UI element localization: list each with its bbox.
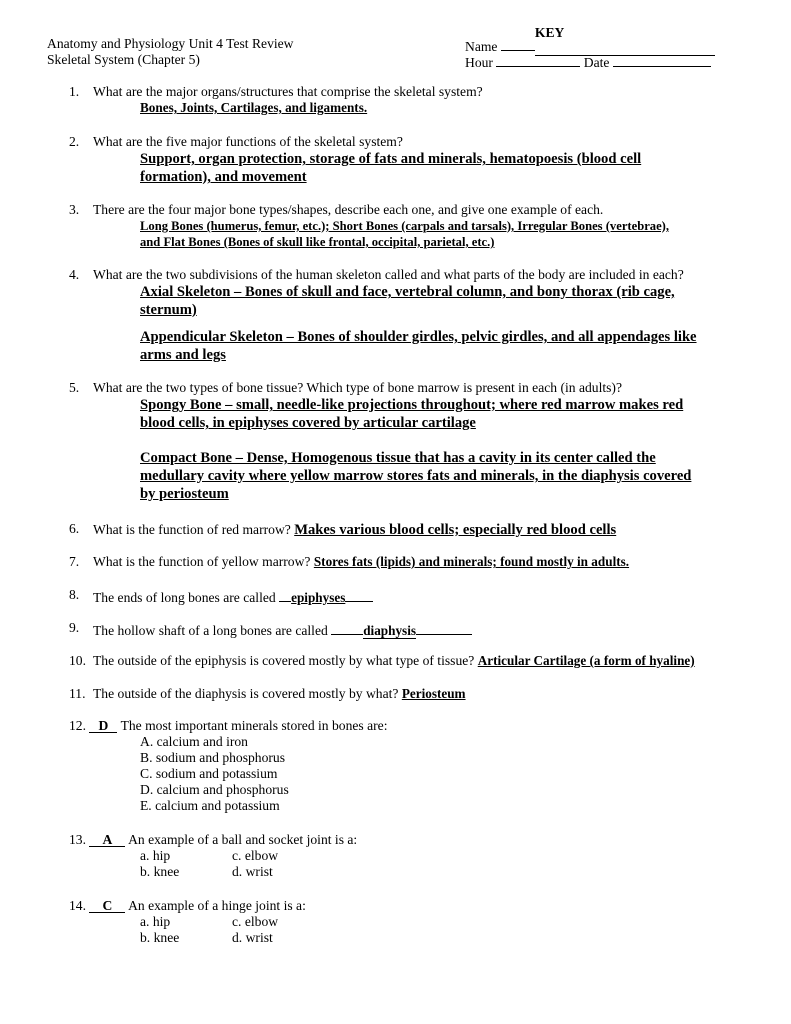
question-1-text: What are the major organs/structures that comprise the skeletal system? [93,84,483,99]
answer-3-line-1: Long Bones (humerus, femur, etc.); Short Bones (carpals and tarsals), Irregular Bones (vertebrae), [140,219,670,233]
answer-7: Stores fats (lipids) and minerals; found mostly in adults. [313,554,630,569]
question-2: 2. [69,134,80,149]
answer-10: Articular Cartilage (a form of hyaline) [477,653,695,668]
question-7-text: What is the function of yellow marrow? [93,554,311,569]
question-8-row [93,587,373,606]
worksheet-subtitle: Skeletal System (Chapter 5) [47,52,200,67]
q12-choice-e: E. calcium and potassium [140,798,280,813]
question-14-number: 14. [69,898,86,913]
q12-choice-c: C. sodium and potassium [140,766,278,781]
question-8-text: The ends of long bones are called [93,590,276,605]
question-12-row [69,718,387,734]
q14-choice-b: b. knee [140,930,180,945]
q12-choice-d: D. calcium and phosphorus [140,782,289,797]
date-label: Date [583,55,610,70]
answer-4a-line-2: sternum) [140,302,197,318]
question-8: 8. [69,587,80,602]
question-14-row [69,898,306,914]
question-3-text: There are the four major bone types/shapes, describe each one, and give one example of each. [93,202,604,217]
question-5-text: What are the two types of bone tissue? Which type of bone marrow is present in each (in adults)? [93,380,622,395]
q13-choice-d: d. wrist [232,864,273,879]
question-11: 11. [69,686,86,701]
answer-5b-line-3: by periosteum [140,486,229,502]
question-12-number: 12. [69,718,86,733]
answer-5b-line-2: medullary cavity where yellow marrow stores fats and minerals, in the diaphysis covered [140,468,692,484]
hour-date-line [465,52,711,71]
answer-4b-line-1: Appendicular Skeleton – Bones of shoulder girdles, pelvic girdles, and all appendages like [140,329,697,345]
name-label: Name [465,39,498,54]
question-14-text: An example of a hinge joint is a: [128,898,306,913]
hour-label: Hour [465,55,493,70]
worksheet-title: Anatomy and Physiology Unit 4 Test Review [47,36,294,51]
answer-14: C [102,898,113,913]
answer-4b-line-2: arms and legs [140,347,226,363]
question-10-row [93,653,695,669]
question-6-row [93,521,616,539]
answer-5b-line-1: Compact Bone – Dense, Homogenous tissue that has a cavity in its center called the [140,450,656,466]
answer-13: A [102,832,113,847]
q12-choice-b: B. sodium and phosphorus [140,750,286,765]
question-4-text: What are the two subdivisions of the human skeleton called and what parts of the body are included in each? [93,267,684,282]
answer-5a-line-1: Spongy Bone – small, needle-like projections throughout; where red marrow makes red [140,397,684,413]
answer-4a-line-1: Axial Skeleton – Bones of skull and face, vertebral column, and bony thorax (rib cage, [140,284,675,300]
question-9: 9. [69,620,80,635]
answer-11: Periosteum [401,686,466,701]
question-9-row [93,620,472,639]
question-13-row [69,832,357,848]
answer-9: diaphysis [363,623,416,638]
answer-2-line-1: Support, organ protection, storage of fats and minerals, hematopoesis (blood cell [140,151,642,167]
answer-12: D [98,718,109,733]
question-11-row [93,686,466,702]
question-11-text: The outside of the diaphysis is covered mostly by what? [93,686,399,701]
question-13-text: An example of a ball and socket joint is a: [128,832,358,847]
question-6-text: What is the function of red marrow? [93,522,291,537]
question-7-row [93,554,629,570]
name-value: KEY [534,25,565,40]
question-12-text: The most important minerals stored in bones are: [120,718,388,733]
q13-choice-c: c. elbow [232,848,279,863]
q13-choice-a: a. hip [140,848,171,863]
q13-choice-b: b. knee [140,864,180,879]
answer-8: epiphyses [291,590,346,605]
question-13-number: 13. [69,832,86,847]
answer-3-line-2: and Flat Bones (Bones of skull like frontal, occipital, parietal, etc.) [140,235,495,249]
q14-choice-c: c. elbow [232,914,279,929]
answer-6: Makes various blood cells; especially red blood cells [294,522,617,538]
question-2-text: What are the five major functions of the skeletal system? [93,134,403,149]
question-6: 6. [69,521,80,536]
answer-1: Bones, Joints, Cartilages, and ligaments. [140,100,368,115]
question-9-text: The hollow shaft of a long bones are called [93,623,328,638]
q12-choice-a: A. calcium and iron [140,734,248,749]
q14-choice-a: a. hip [140,914,171,929]
answer-5a-line-2: blood cells, in epiphyses covered by articular cartilage [140,415,476,431]
question-10-text: The outside of the epiphysis is covered mostly by what type of tissue? [93,653,475,668]
question-1: 1. [69,84,80,99]
q14-choice-d: d. wrist [232,930,273,945]
question-7: 7. [69,554,80,569]
question-4: 4. [69,267,80,282]
question-5: 5. [69,380,80,395]
question-10: 10. [69,653,86,668]
answer-2-line-2: formation), and movement [140,169,307,185]
question-3: 3. [69,202,80,217]
